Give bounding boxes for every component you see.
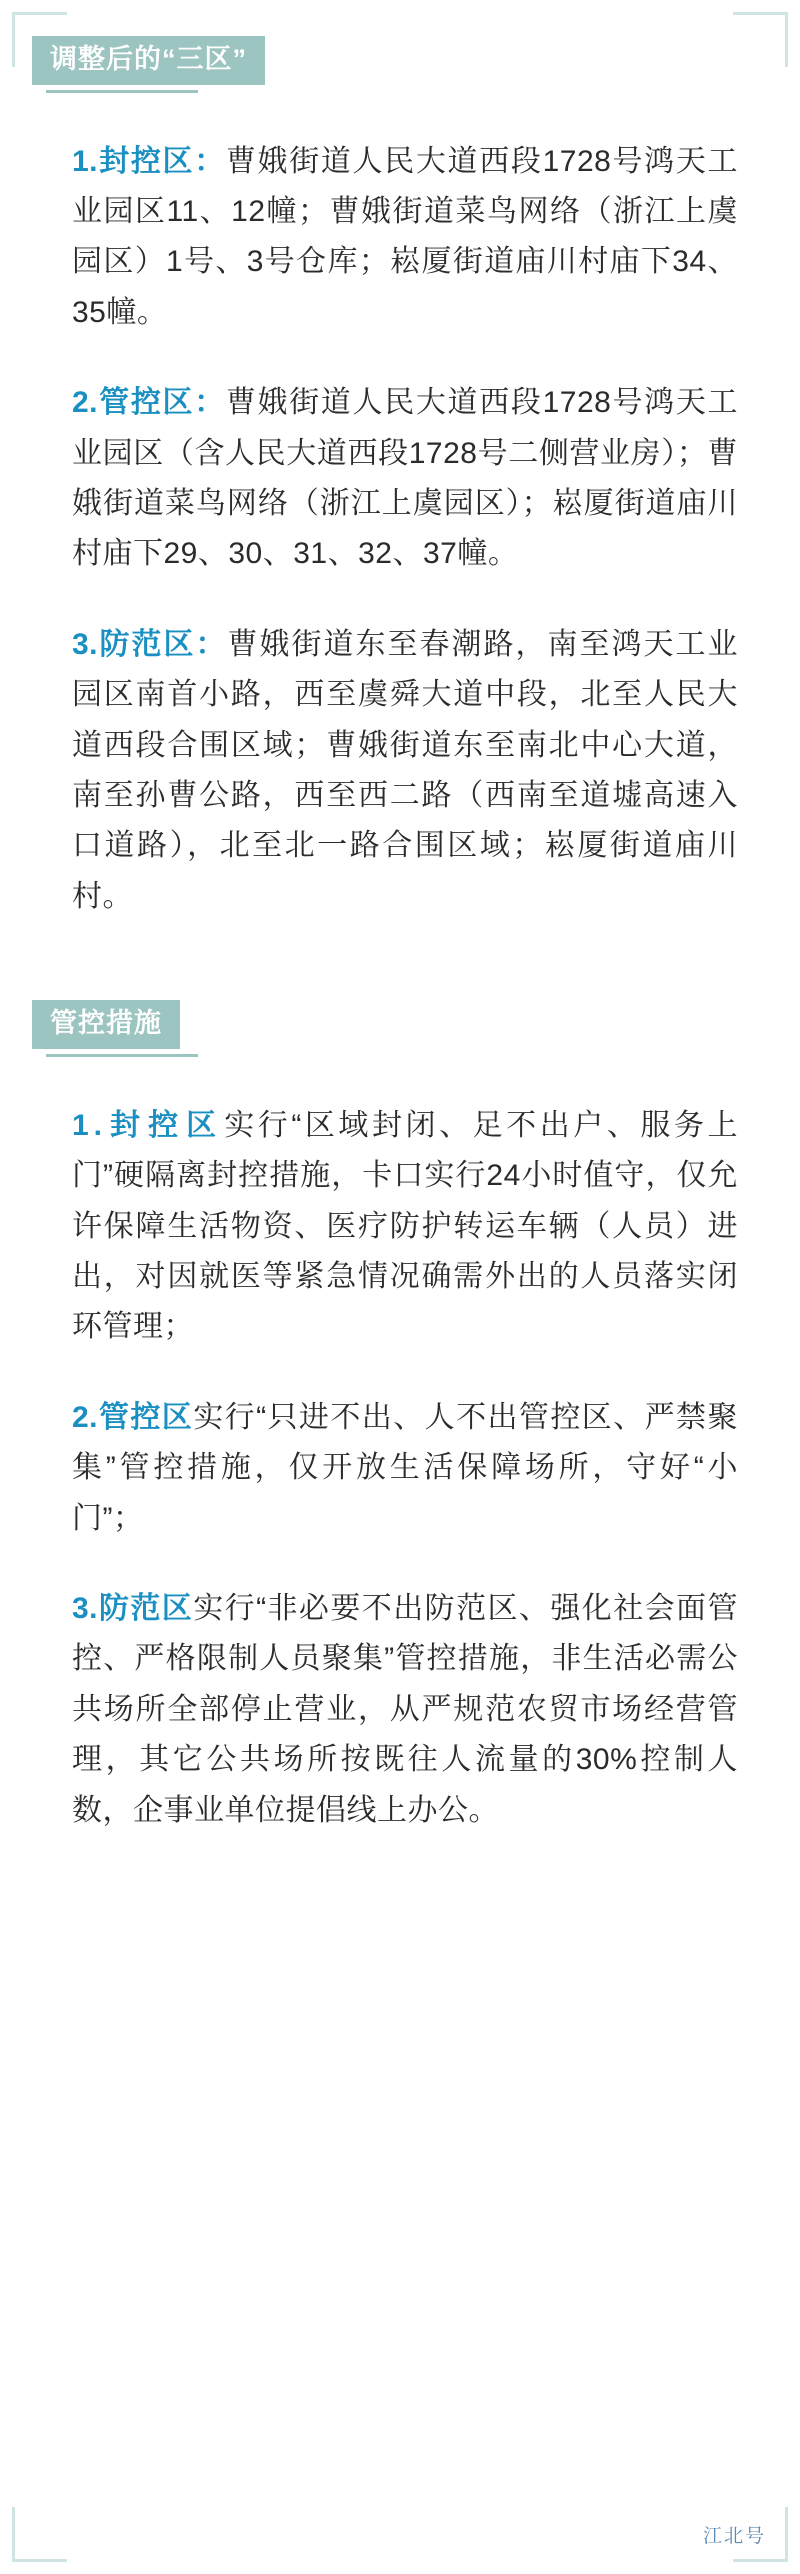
paragraph-lead-precaution-zone: 3.防范区： (72, 627, 228, 661)
paragraph-body-measure-controlled-zone: 实行“只进不出、人不出管控区、严禁聚集”管控措施，仅开放生活保障场所，守好“小门”； (72, 1400, 738, 1535)
paragraph-measure-sealed-zone (0, 1101, 800, 1353)
paragraph-measure-controlled-zone (0, 1393, 800, 1544)
paragraph-lead-measure-controlled-zone: 2.管控区 (72, 1400, 194, 1434)
section-heading-underline (46, 90, 198, 93)
paragraph-body-measure-precaution-zone: 实行“非必要不出防范区、强化社会面管控、严格限制人员聚集”管控措施，非生活必需公共场所全部停止营业，从严规范农贸市场经营管理，其它公共场所按既往人流量的30%控制人数，企事业单位提倡线上办公。 (72, 1591, 738, 1827)
paragraph-body-measure-sealed-zone: 实行“区域封闭、足不出户、服务上门”硬隔离封控措施，卡口实行24小时值守，仅允许保障生活物资、医疗防护转运车辆（人员）进出，对因就医等紧急情况确需外出的人员落实闭环管理； (72, 1108, 738, 1344)
paragraph-lead-sealed-zone: 1.封控区： (72, 144, 226, 178)
paragraph-body-precaution-zone: 曹娥街道东至春潮路，南至鸿天工业园区南首小路，西至虞舜大道中段，北至人民大道西段合围区域；曹娥街道东至南北中心大道，南至孙曹公路，西至西二路（西南至道墟高速入口道路），北至北一路合围区域；崧厦街道庙川村。 (72, 627, 738, 913)
section-heading-measures-label: 管控措施 (32, 1000, 180, 1049)
section-heading-zones (32, 36, 265, 85)
paragraph-sealed-zone (0, 137, 800, 339)
watermark-label: 江北号 (702, 2526, 766, 2547)
section-heading-measures-underline (46, 1054, 198, 1057)
paragraph-precaution-zone (0, 620, 800, 922)
paragraph-lead-measure-sealed-zone: 1.封控区 (72, 1108, 225, 1142)
paragraph-controlled-zone (0, 378, 800, 580)
section-heading-zones-label: 调整后的“三区” (32, 36, 265, 85)
paragraph-lead-measure-precaution-zone: 3.防范区 (72, 1591, 194, 1625)
paragraph-measure-precaution-zone (0, 1584, 800, 1836)
corner-frame-bottom-left (12, 2507, 67, 2562)
paragraph-lead-controlled-zone: 2.管控区： (72, 386, 226, 420)
paragraph-body-sealed-zone: 曹娥街道人民大道西段1728号鸿天工业园区11、12幢；曹娥街道菜鸟网络（浙江上虞园区）1号、3号仓库；崧厦街道庙川村庙下34、35幢。 (72, 144, 738, 329)
paragraph-body-controlled-zone: 曹娥街道人民大道西段1728号鸿天工业园区（含人民大道西段1728号二侧营业房）；曹娥街道菜鸟网络（浙江上虞园区）；崧厦街道庙川村庙下29、30、31、32、37幢。 (72, 386, 738, 571)
section-heading-measures (32, 1000, 180, 1049)
